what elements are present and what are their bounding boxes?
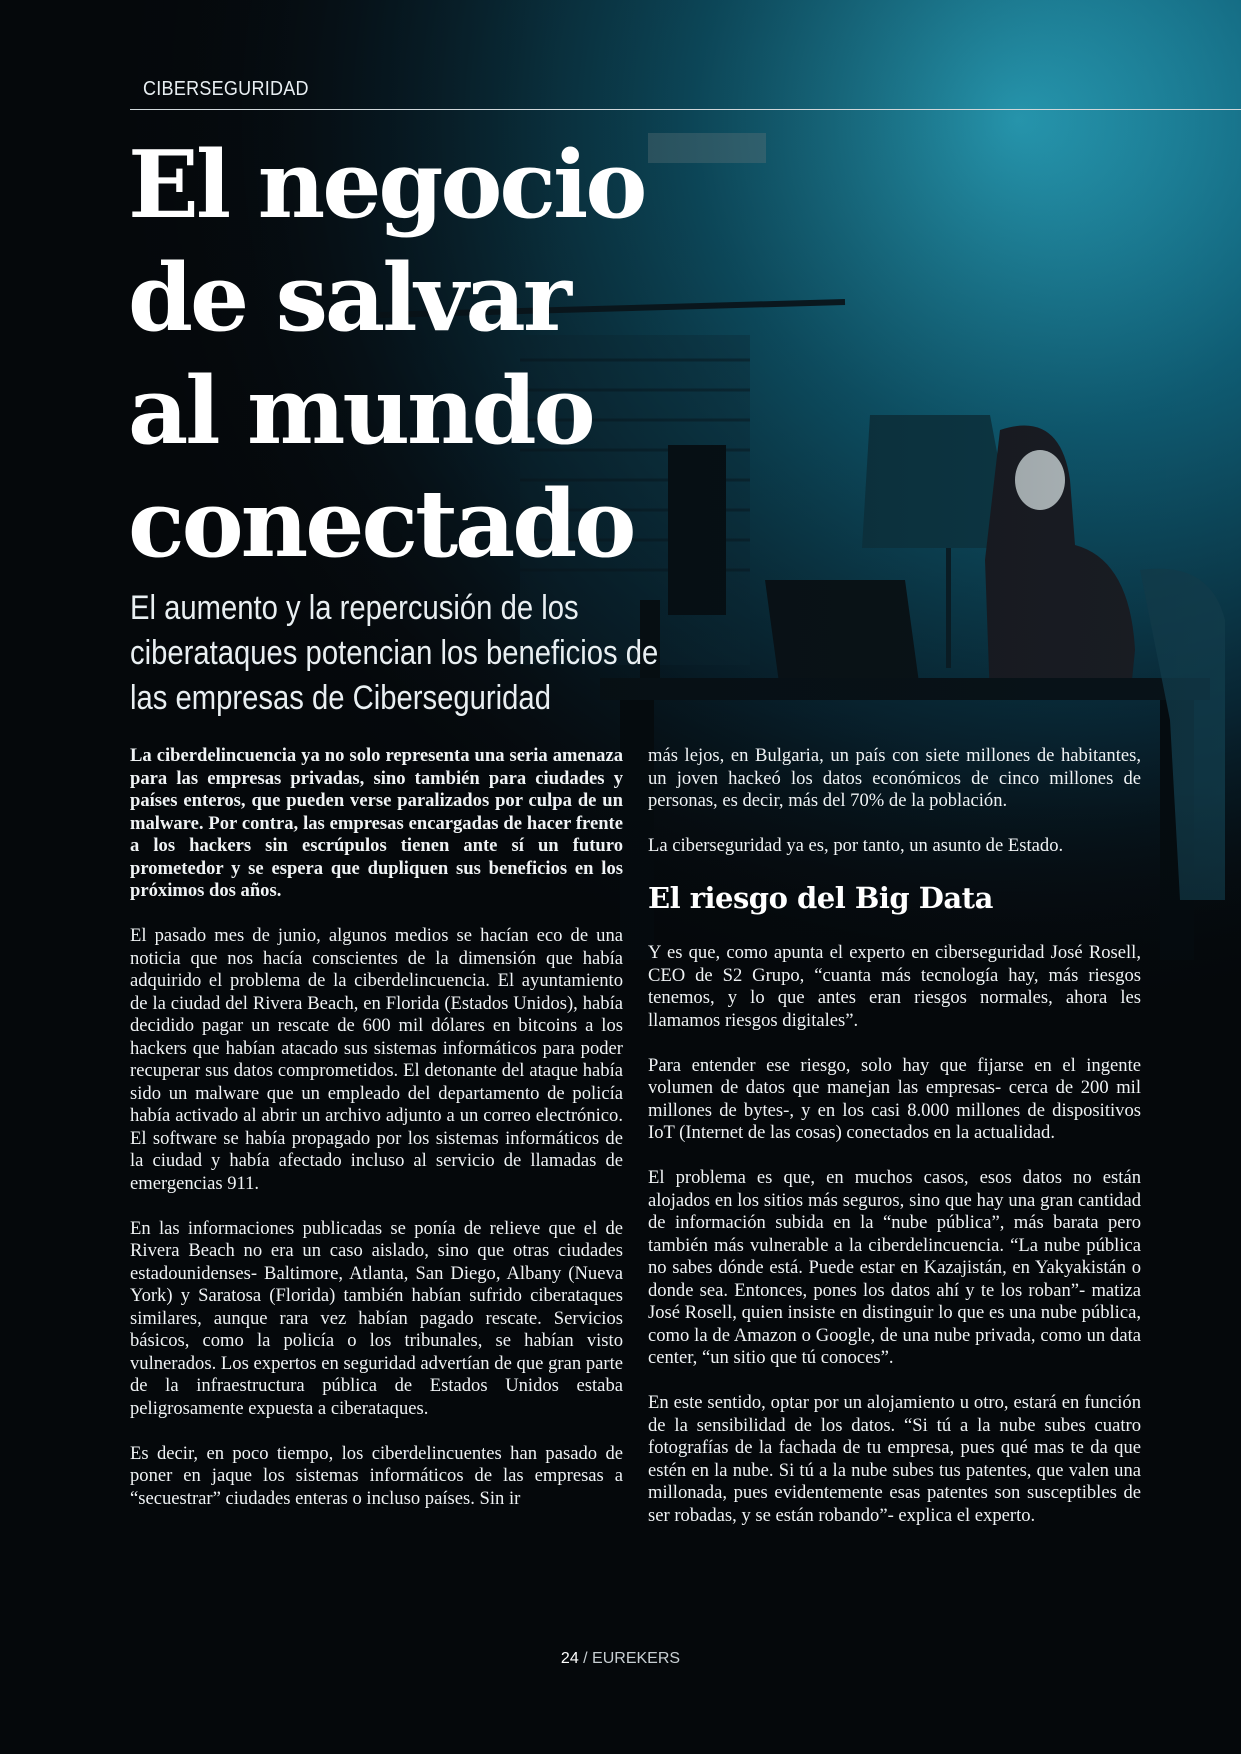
- body-paragraph: En este sentido, optar por un alojamiento u otro, estará en función de la sensibilidad de los datos. “Si tú a la nube subes cuatro fotografías de la fachada de tu empresa, pues qué mas te da que estén en la nube. Si tú a la nube subes tus patentes, que valen una millonada, pues evidentemente esas patentes son susceptibles de ser robadas, y se están robando”- explica el experto.: [648, 1392, 1141, 1526]
- publication-name: / EUREKERS: [578, 1650, 681, 1667]
- title-line-3: al mundo: [128, 356, 593, 465]
- body-paragraph: Es decir, en poco tiempo, los ciberdelincuentes han pasado de poner en jaque los sistemas informáticos de las empresas a “secuestrar” ciudades enteras o incluso países. Sin ir: [130, 1442, 623, 1509]
- section-heading: El riesgo del Big Data: [648, 881, 993, 915]
- body-paragraph: La ciberseguridad ya es, por tanto, un asunto de Estado.: [648, 835, 1064, 856]
- body-paragraph: En las informaciones publicadas se ponía de relieve que el de Rivera Beach no era un caso aislado, sino que otras ciudades estadounidenses- Baltimore, Atlanta, San Diego, Albany (Nueva York) y Saratosa (Florida) también habían sufrido ciberataques similares, aunque rara vez habían pagado rescate. Servicios básicos, como la policía o los tribunales, se habían visto vulnerados. Los expertos en seguridad advertían de que gran parte de la infraestructura pública de Estados Unidos estaba peligrosamente expuesta a ciberataques.: [130, 1217, 623, 1419]
- lead-paragraph: La ciberdelincuencia ya no solo representa una seria amenaza para las empresas privadas, sino también para ciudades y países enteros, que pueden verse paralizados por culpa de un malware. Por contra, las empresas encargadas de hacer frente a los hackers sin escrúpulos tienen ante sí un futuro prometedor y se espera que dupliquen sus beneficios en los próximos dos años.: [130, 745, 623, 901]
- section-label: CIBERSEGURIDAD: [143, 78, 309, 100]
- article-title: [128, 128, 688, 580]
- page-footer: [0, 1650, 1241, 1668]
- title-line-4: conectado: [128, 469, 634, 578]
- article-subtitle: El aumento y la repercusión de los ciberataques potencian los beneficios de las empresas de Ciberseguridad: [130, 589, 659, 717]
- body-paragraph: El problema es que, en muchos casos, esos datos no están alojados en los sitios más seguros, sino que hay una gran cantidad de información subida en la “nube pública”, más barata pero también más vulnerable a la ciberdelincuencia. “La nube pública no sabes dónde está. Puede estar en Kazajistán, en Yakyakistán o donde sea. Entonces, pones los datos ahí y te los roban”- matiza José Rosell, quien insiste en distinguir lo que es una nube pública, como la de Amazon o Google, de una nube privada, como un data center, “un sitio que tú conoces”.: [648, 1167, 1141, 1368]
- body-paragraph: El pasado mes de junio, algunos medios se hacían eco de una noticia que nos hacía conscientes de la dimensión que había adquirido el problema de la ciberdelincuencia. El ayuntamiento de la ciudad del Rivera Beach, en Florida (Estados Unidos), había decidido pagar un rescate de 600 mil dólares en bitcoins a los hackers que habían atacado sus sistemas informáticos para poder recuperar sus datos comprometidos. El detonante del ataque había sido un malware que un empleado del departamento de policía había activado al abrir un archivo adjunto a un correo electrónico. El software se había propagado por los sistemas informáticos de la ciudad y había afectado incluso al servicio de llamadas de emergencias 911.: [130, 925, 623, 1194]
- right-column: [648, 745, 1141, 1550]
- title-line-2: de salvar: [128, 243, 569, 352]
- title-line-1: El negocio: [128, 130, 645, 239]
- page-number: 24: [560, 1650, 579, 1667]
- body-paragraph: más lejos, en Bulgaria, un país con siete millones de habitantes, un joven hackeó los datos económicos de cinco millones de personas, es decir, más del 70% de la población.: [648, 745, 1141, 811]
- header-rule: [130, 109, 1241, 110]
- body-paragraph: Para entender ese riesgo, solo hay que fijarse en el ingente volumen de datos que manejan las empresas- cerca de 200 mil millones de bytes-, y en los casi 8.000 millones de dispositivos IoT (Internet de las cosas) conectados en la actualidad.: [648, 1054, 1141, 1143]
- body-paragraph: Y es que, como apunta el experto en ciberseguridad José Rosell, CEO de S2 Grupo, “cuanta más tecnología hay, más riesgos tenemos, y lo que antes eran riesgos normales, ahora les llamamos riesgos digitales”.: [648, 942, 1141, 1031]
- left-column: [130, 745, 623, 1533]
